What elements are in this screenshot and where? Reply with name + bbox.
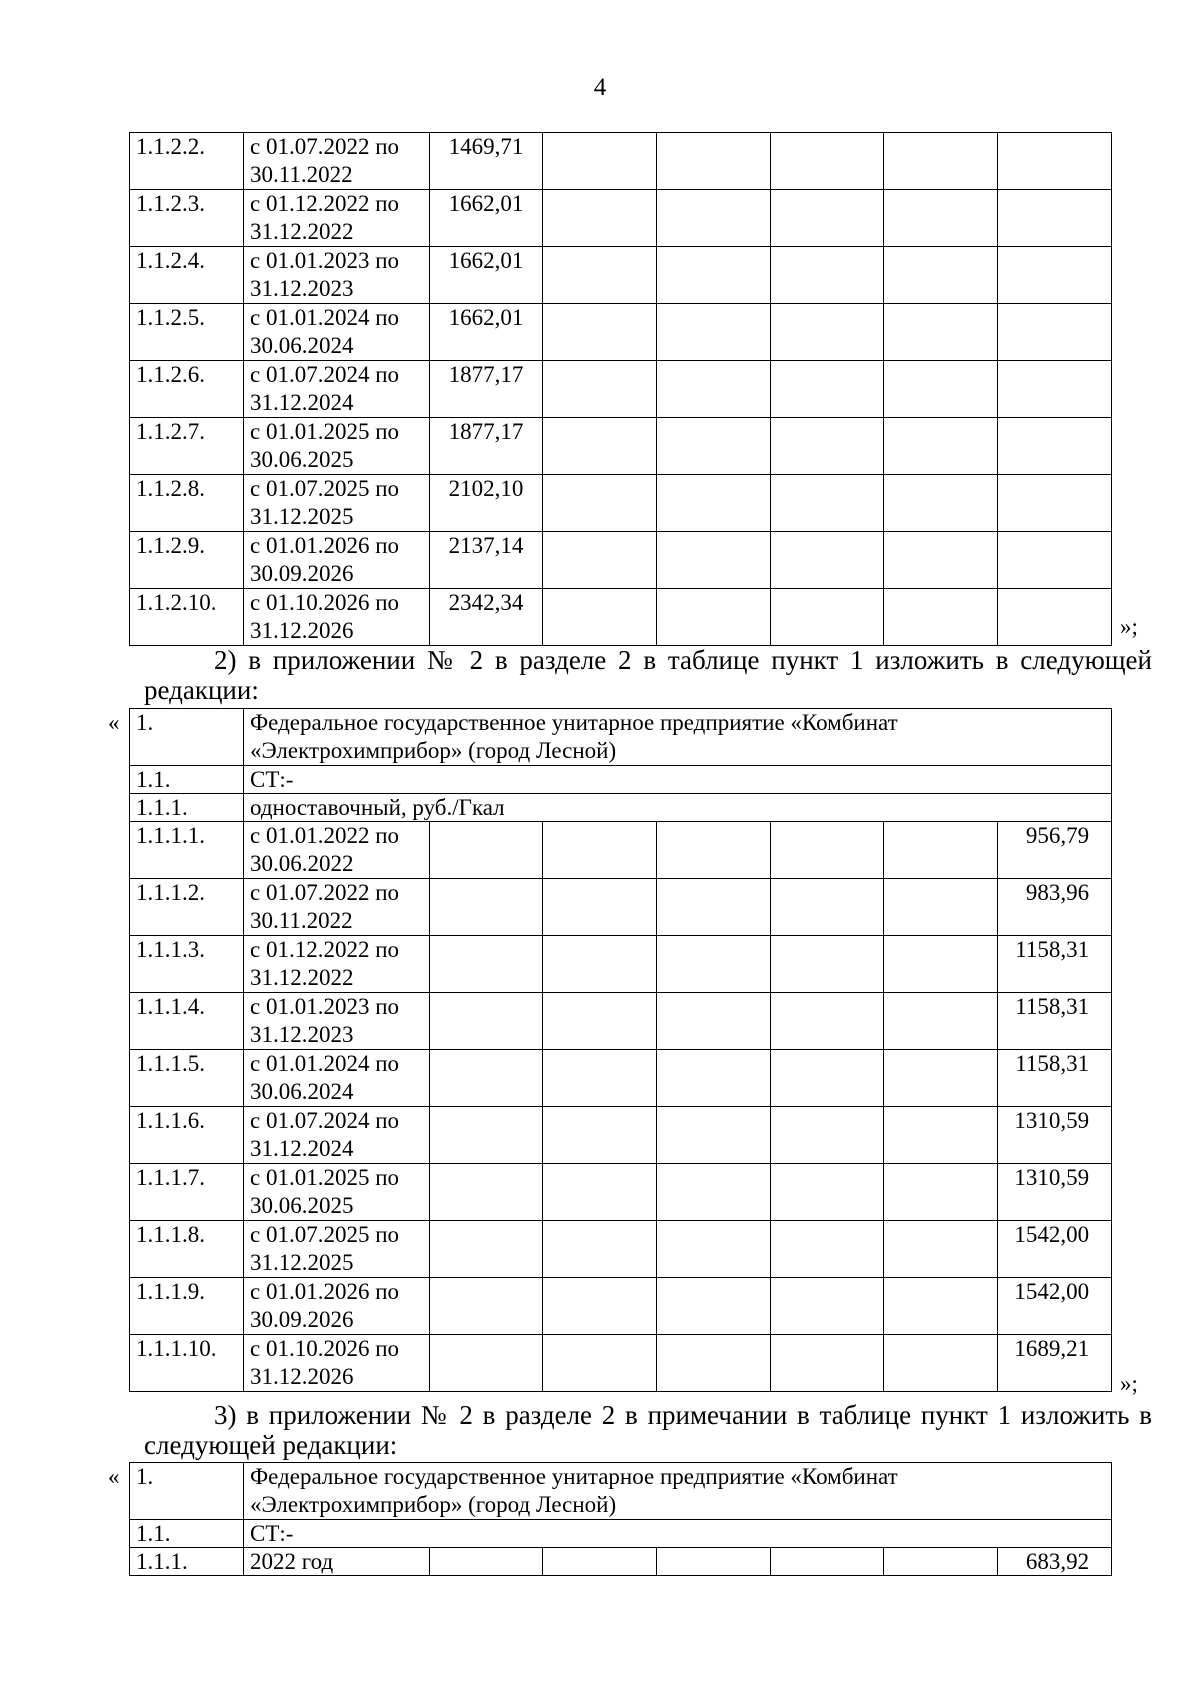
empty-cell <box>543 822 657 879</box>
empty-cell <box>543 936 657 993</box>
value-cell: 2342,34 <box>430 589 543 646</box>
value-cell: 1662,01 <box>430 190 543 247</box>
row-number: 1.1.1. <box>130 1548 244 1576</box>
period-cell: с 01.07.2025 по 31.12.2025 <box>244 1221 430 1278</box>
empty-cell <box>884 1548 998 1576</box>
empty-cell <box>657 133 771 190</box>
empty-cell <box>771 133 884 190</box>
row-number: 1.1.1.1. <box>130 822 244 879</box>
empty-cell <box>657 936 771 993</box>
empty-cell <box>771 1278 884 1335</box>
closing-quote: »; <box>1120 614 1138 639</box>
table-row <box>130 418 1112 475</box>
period-cell: с 01.12.2022 по 31.12.2022 <box>244 936 430 993</box>
empty-cell <box>771 1107 884 1164</box>
empty-cell <box>430 1548 543 1576</box>
period-cell: с 01.01.2022 по 30.06.2022 <box>244 822 430 879</box>
value-cell: 683,92 <box>998 1548 1112 1576</box>
empty-cell <box>998 247 1112 304</box>
table-row <box>130 879 1112 936</box>
empty-cell <box>543 1050 657 1107</box>
empty-cell <box>430 1164 543 1221</box>
value-cell: 1469,71 <box>430 133 543 190</box>
empty-cell <box>657 247 771 304</box>
table-row <box>130 475 1112 532</box>
period-cell: с 01.07.2024 по 31.12.2024 <box>244 361 430 418</box>
table-row <box>130 304 1112 361</box>
value-cell: 2137,14 <box>430 532 543 589</box>
empty-cell <box>543 1164 657 1221</box>
table-row <box>130 794 1112 822</box>
value-cell: 1689,21 <box>998 1335 1112 1392</box>
empty-cell <box>884 190 998 247</box>
paragraph-item-2 <box>144 645 1152 705</box>
row-number: 1.1.1.7. <box>130 1164 244 1221</box>
row-number: 1.1.1.10. <box>130 1335 244 1392</box>
empty-cell <box>884 822 998 879</box>
period-cell: с 01.01.2024 по 30.06.2024 <box>244 1050 430 1107</box>
period-cell: с 01.07.2022 по 30.11.2022 <box>244 879 430 936</box>
row-number: 1.1.2.2. <box>130 133 244 190</box>
empty-cell <box>430 822 543 879</box>
empty-cell <box>543 1278 657 1335</box>
empty-cell <box>884 936 998 993</box>
empty-cell <box>657 822 771 879</box>
empty-cell <box>884 532 998 589</box>
period-cell: с 01.10.2026 по 31.12.2026 <box>244 589 430 646</box>
empty-cell <box>771 1548 884 1576</box>
empty-cell <box>657 1164 771 1221</box>
period-cell: с 01.01.2025 по 30.06.2025 <box>244 1164 430 1221</box>
empty-cell <box>771 247 884 304</box>
period-cell: с 01.07.2025 по 31.12.2025 <box>244 475 430 532</box>
empty-cell <box>543 133 657 190</box>
empty-cell <box>884 304 998 361</box>
period-cell: с 01.01.2023 по 31.12.2023 <box>244 247 430 304</box>
empty-cell <box>771 993 884 1050</box>
empty-cell <box>771 1335 884 1392</box>
empty-cell <box>884 589 998 646</box>
empty-cell <box>430 1335 543 1392</box>
period-cell: с 01.07.2024 по 31.12.2024 <box>244 1107 430 1164</box>
tariff-table-item-1 <box>129 708 1112 1392</box>
row-number: 1. <box>130 1463 244 1520</box>
period-cell: с 01.01.2025 по 30.06.2025 <box>244 418 430 475</box>
page-number: 4 <box>593 74 607 101</box>
row-number: 1.1.1.3. <box>130 936 244 993</box>
empty-cell <box>884 247 998 304</box>
empty-cell <box>998 133 1112 190</box>
table-row <box>130 1164 1112 1221</box>
empty-cell <box>884 1278 998 1335</box>
empty-cell <box>430 1278 543 1335</box>
period-cell: с 01.10.2026 по 31.12.2026 <box>244 1335 430 1392</box>
table-row <box>130 133 1112 190</box>
empty-cell <box>657 993 771 1050</box>
empty-cell <box>657 475 771 532</box>
row-number: 1. <box>130 709 244 766</box>
period-cell: с 01.01.2026 по 30.09.2026 <box>244 532 430 589</box>
empty-cell <box>543 361 657 418</box>
empty-cell <box>771 190 884 247</box>
empty-cell <box>998 418 1112 475</box>
empty-cell <box>771 936 884 993</box>
table-row <box>130 361 1112 418</box>
empty-cell <box>771 1050 884 1107</box>
empty-cell <box>657 1335 771 1392</box>
row-number: 1.1.2.10. <box>130 589 244 646</box>
empty-cell <box>998 190 1112 247</box>
empty-cell <box>657 1548 771 1576</box>
empty-cell <box>543 247 657 304</box>
empty-cell <box>884 133 998 190</box>
row-number: 1.1.2.4. <box>130 247 244 304</box>
empty-cell <box>884 361 998 418</box>
table-row <box>130 1335 1112 1392</box>
empty-cell <box>884 993 998 1050</box>
paragraph-text: 3) в приложении № 2 в разделе 2 в примечании в таблице пункт 1 изложить в следующей редакции: <box>144 1400 1152 1460</box>
empty-cell <box>430 1050 543 1107</box>
empty-cell <box>430 993 543 1050</box>
empty-cell <box>657 190 771 247</box>
table-row <box>130 1278 1112 1335</box>
row-number: 1.1.2.5. <box>130 304 244 361</box>
value-cell: 1877,17 <box>430 361 543 418</box>
row-number: 1.1.2.8. <box>130 475 244 532</box>
row-number: 1.1.1. <box>130 794 244 822</box>
row-number: 1.1.2.3. <box>130 190 244 247</box>
empty-cell <box>884 1050 998 1107</box>
rate-type-label: одноставочный, руб./Гкал <box>244 794 1112 822</box>
empty-cell <box>543 879 657 936</box>
table-row <box>130 1221 1112 1278</box>
organization-name: Федеральное государственное унитарное предприятие «Комбинат «Электрохимприбор» (город Лесной) <box>244 709 1112 766</box>
table-row <box>130 247 1112 304</box>
value-cell: 1542,00 <box>998 1221 1112 1278</box>
empty-cell <box>884 1335 998 1392</box>
period-cell: с 01.01.2024 по 30.06.2024 <box>244 304 430 361</box>
empty-cell <box>430 936 543 993</box>
note-table-item-1 <box>129 1462 1112 1576</box>
row-number: 1.1.1.9. <box>130 1278 244 1335</box>
empty-cell <box>543 532 657 589</box>
empty-cell <box>543 1548 657 1576</box>
empty-cell <box>543 304 657 361</box>
empty-cell <box>771 822 884 879</box>
table-row <box>130 936 1112 993</box>
value-cell: 1542,00 <box>998 1278 1112 1335</box>
empty-cell <box>657 532 771 589</box>
value-cell: 1158,31 <box>998 936 1112 993</box>
empty-cell <box>771 418 884 475</box>
empty-cell <box>543 1107 657 1164</box>
empty-cell <box>884 1164 998 1221</box>
table-row <box>130 822 1112 879</box>
empty-cell <box>771 589 884 646</box>
empty-cell <box>884 1221 998 1278</box>
row-number: 1.1.1.2. <box>130 879 244 936</box>
empty-cell <box>543 993 657 1050</box>
table-row <box>130 709 1112 766</box>
empty-cell <box>771 1221 884 1278</box>
value-cell: 983,96 <box>998 879 1112 936</box>
table-row <box>130 1548 1112 1576</box>
value-cell: 1158,31 <box>998 1050 1112 1107</box>
tariff-table-continuation <box>129 132 1112 646</box>
empty-cell <box>657 1107 771 1164</box>
paragraph-item-3 <box>144 1400 1152 1460</box>
empty-cell <box>543 418 657 475</box>
empty-cell <box>543 475 657 532</box>
row-number: 1.1.1.4. <box>130 993 244 1050</box>
empty-cell <box>657 1221 771 1278</box>
paragraph-text: 2) в приложении № 2 в разделе 2 в таблице пункт 1 изложить в следующей редакции: <box>144 645 1152 705</box>
empty-cell <box>543 1335 657 1392</box>
table-row <box>130 993 1112 1050</box>
empty-cell <box>430 1221 543 1278</box>
empty-cell <box>884 418 998 475</box>
table-row <box>130 1520 1112 1548</box>
value-cell: 1662,01 <box>430 247 543 304</box>
table-row <box>130 532 1112 589</box>
value-cell: 1158,31 <box>998 993 1112 1050</box>
empty-cell <box>998 589 1112 646</box>
empty-cell <box>543 190 657 247</box>
empty-cell <box>771 475 884 532</box>
empty-cell <box>771 532 884 589</box>
empty-cell <box>657 418 771 475</box>
empty-cell <box>657 304 771 361</box>
empty-cell <box>998 361 1112 418</box>
row-number: 1.1.1.8. <box>130 1221 244 1278</box>
organization-name: Федеральное государственное унитарное предприятие «Комбинат «Электрохимприбор» (город Лесной) <box>244 1463 1112 1520</box>
table-row <box>130 1050 1112 1107</box>
period-cell: с 01.12.2022 по 31.12.2022 <box>244 190 430 247</box>
closing-quote: »; <box>1120 1371 1138 1396</box>
empty-cell <box>998 475 1112 532</box>
row-number: 1.1.2.7. <box>130 418 244 475</box>
value-cell: 1877,17 <box>430 418 543 475</box>
period-cell: 2022 год <box>244 1548 430 1576</box>
value-cell: 1310,59 <box>998 1164 1112 1221</box>
empty-cell <box>657 589 771 646</box>
table-row <box>130 766 1112 794</box>
period-cell: с 01.01.2026 по 30.09.2026 <box>244 1278 430 1335</box>
row-number: 1.1.1.5. <box>130 1050 244 1107</box>
table-row <box>130 589 1112 646</box>
empty-cell <box>543 1221 657 1278</box>
period-cell: с 01.07.2022 по 30.11.2022 <box>244 133 430 190</box>
period-cell: с 01.01.2023 по 31.12.2023 <box>244 993 430 1050</box>
value-cell: 1662,01 <box>430 304 543 361</box>
row-number: 1.1.1.6. <box>130 1107 244 1164</box>
empty-cell <box>998 304 1112 361</box>
table-row <box>130 1107 1112 1164</box>
row-number: 1.1. <box>130 1520 244 1548</box>
empty-cell <box>657 879 771 936</box>
empty-cell <box>884 879 998 936</box>
empty-cell <box>998 532 1112 589</box>
table-row <box>130 1463 1112 1520</box>
empty-cell <box>430 879 543 936</box>
value-cell: 2102,10 <box>430 475 543 532</box>
empty-cell <box>771 361 884 418</box>
empty-cell <box>657 1278 771 1335</box>
empty-cell <box>657 361 771 418</box>
opening-quote: « <box>108 1464 120 1489</box>
empty-cell <box>430 1107 543 1164</box>
empty-cell <box>657 1050 771 1107</box>
subsection-label: СТ:- <box>244 1520 1112 1548</box>
empty-cell <box>884 475 998 532</box>
row-number: 1.1. <box>130 766 244 794</box>
empty-cell <box>884 1107 998 1164</box>
row-number: 1.1.2.6. <box>130 361 244 418</box>
subsection-label: СТ:- <box>244 766 1112 794</box>
table-row <box>130 190 1112 247</box>
value-cell: 1310,59 <box>998 1107 1112 1164</box>
value-cell: 956,79 <box>998 822 1112 879</box>
empty-cell <box>543 589 657 646</box>
empty-cell <box>771 1164 884 1221</box>
opening-quote: « <box>108 710 120 735</box>
row-number: 1.1.2.9. <box>130 532 244 589</box>
empty-cell <box>771 304 884 361</box>
empty-cell <box>771 879 884 936</box>
